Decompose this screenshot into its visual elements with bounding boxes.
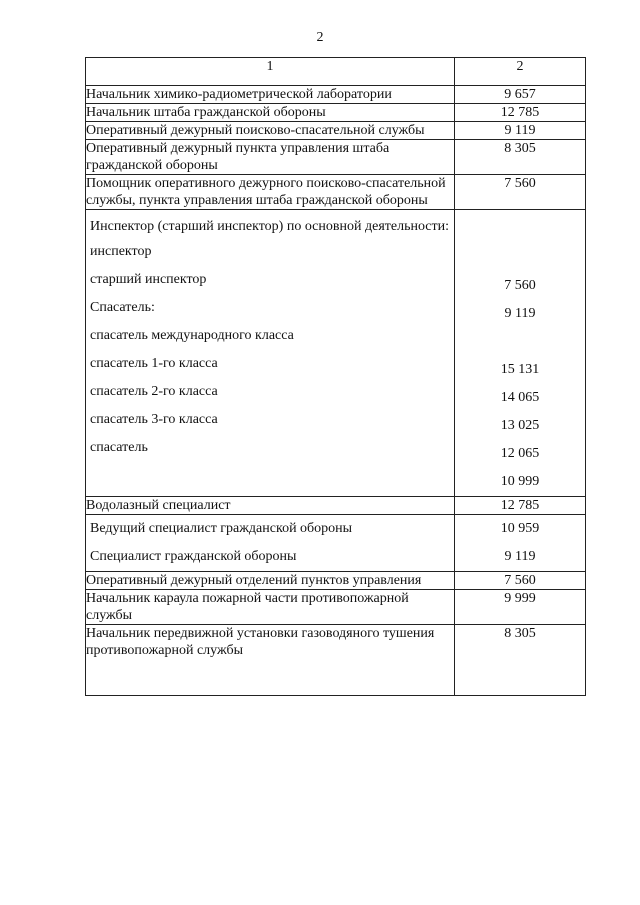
salary-value: 12 785 [455,497,586,515]
group-values [455,515,586,572]
position-name: Начальник штаба гражданской обороны [86,104,455,122]
table-header-row [86,58,586,86]
salary-value: 9 999 [455,590,586,625]
position-name: Оперативный дежурный пункта управления штаба гражданской обороны [86,140,455,175]
header-col-1: 1 [86,58,455,86]
position-name: Оперативный дежурный поисково-спасательной службы [86,122,455,140]
salary-value: 7 560 [504,278,536,293]
salary-value: 9 119 [504,306,536,321]
position-name: Начальник химико-радиометрической лаборатории [86,86,455,104]
position-name: Водолазный специалист [86,497,455,515]
position-name: Начальник караула пожарной части противопожарной службы [86,590,455,625]
salary-value: 7 560 [455,175,586,210]
group-values [455,210,586,497]
salary-value: 9 119 [455,122,586,140]
salary-value: 15 131 [500,362,540,377]
table-row [86,590,586,625]
group-item-name: Ведущий специалист гражданской обороны [90,521,353,536]
salary-value: 12 785 [455,104,586,122]
table-row [86,497,586,515]
salary-table [85,57,586,696]
group-item-name: старший инспектор [90,272,207,287]
salary-value: 7 560 [455,572,586,590]
group-item-name: спасатель 1-го класса [90,356,218,371]
group-item-name: спасатель 3-го класса [90,412,218,427]
group-title-spacer [455,210,585,272]
salary-value: 8 305 [455,625,586,696]
table-row-group-inspector [86,210,586,497]
page-number: 2 [316,30,324,45]
table-row [86,140,586,175]
group-item-name: Специалист гражданской обороны [90,549,297,564]
table-row [86,175,586,210]
rescuer-title-spacer [455,328,585,356]
table-row [86,572,586,590]
salary-value: 9 657 [455,86,586,104]
salary-value: 12 065 [500,446,540,461]
table-row-group-civil-defense [86,515,586,572]
group-item-name: инспектор [90,244,152,259]
group-title: Инспектор (старший инспектор) по основной деятельности: [90,219,450,234]
rescuer-title: Спасатель: [90,300,155,315]
salary-value: 10 999 [500,474,540,489]
table-row [86,122,586,140]
table-row [86,104,586,122]
salary-value: 14 065 [500,390,540,405]
salary-value: 9 119 [504,549,536,564]
position-name: Начальник передвижной установки газоводяного тушения противопожарной службы [86,625,455,696]
salary-value: 13 025 [500,418,540,433]
salary-value: 10 959 [500,521,540,536]
group-names [86,210,455,497]
table-row [86,625,586,696]
group-item-name: спасатель международного класса [90,328,294,343]
header-col-2: 2 [455,58,586,86]
position-name: Помощник оперативного дежурного поисково-спасательной службы, пункта управления штаба гражданской обороны [86,175,455,210]
group-item-name: спасатель 2-го класса [90,384,218,399]
position-name: Оперативный дежурный отделений пунктов управления [86,572,455,590]
group-names [86,515,455,572]
salary-value: 8 305 [455,140,586,175]
group-item-name: спасатель [90,440,148,455]
table-row [86,86,586,104]
